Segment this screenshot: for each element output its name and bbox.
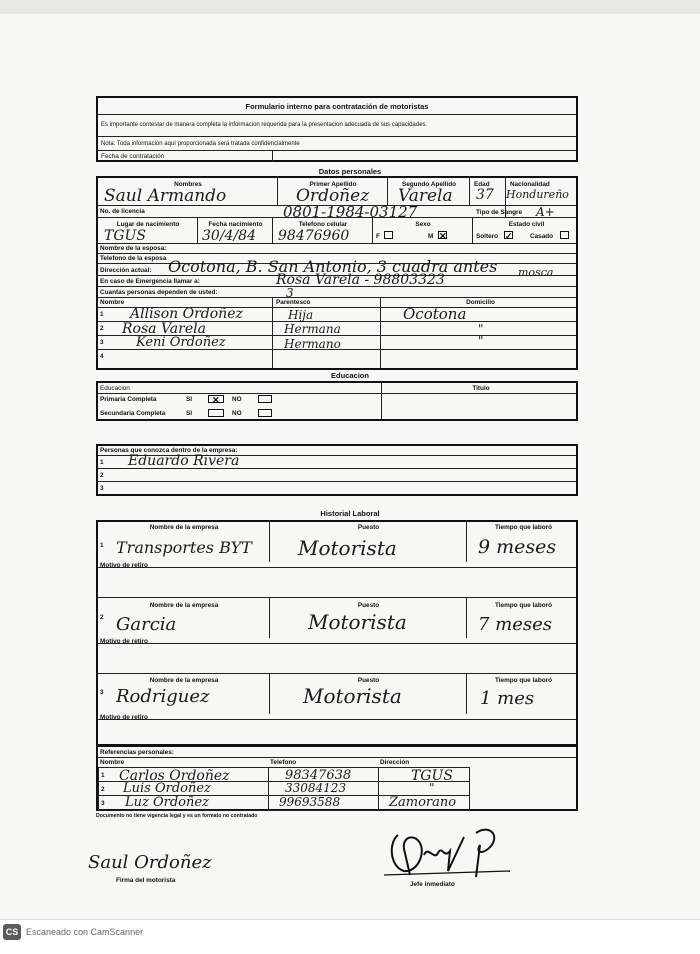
job-company: Transportes BYT: [116, 538, 252, 557]
label-secundaria-no: NO: [232, 410, 242, 417]
reference-phone: 98347638: [285, 768, 352, 783]
label-acquaintances: Personas que conozca dentro de la empresa:: [100, 447, 238, 454]
dependent-address: ": [478, 334, 484, 348]
dependent-row: [98, 336, 576, 350]
label-dep-nombre: Nombre: [100, 299, 125, 306]
label-edad: Edad: [474, 181, 490, 188]
label-tiempo: Tiempo que laboró: [494, 677, 553, 684]
value-emergencia-extra: mosca: [518, 266, 554, 279]
dependent-relation: Hermano: [284, 337, 341, 351]
label-tel-esposa: Telefono de la esposa: [100, 255, 167, 262]
job-entry: [98, 674, 576, 720]
primaria-si-checkbox[interactable]: [208, 395, 224, 403]
job-duration: 7 meses: [478, 614, 553, 635]
label-motivo: Motivo de retiro: [100, 562, 148, 569]
value-tipo-sangre: A+: [536, 205, 555, 219]
row-number: 3: [100, 339, 104, 346]
reference-name: Luis Ordoñez: [123, 781, 211, 796]
personal-data-table: [96, 176, 578, 370]
value-nombres: Saul Armando: [104, 186, 227, 206]
sexo-m-checkbox[interactable]: [438, 231, 447, 239]
section-personal-title: Datos personales: [318, 167, 382, 176]
job-duration: 9 meses: [478, 536, 557, 558]
job-entry: [98, 598, 576, 644]
scanner-footer: [0, 919, 700, 954]
job-company: Garcia: [116, 614, 177, 635]
dependent-address: ": [478, 322, 484, 336]
job-duration: 1 mes: [480, 688, 535, 709]
row-number: 1: [100, 311, 104, 318]
reference-address: TGUS: [411, 768, 453, 784]
reference-address: ": [429, 781, 435, 795]
label-ref-direccion: Dirección: [380, 759, 410, 766]
label-references: Referencias personales:: [100, 749, 174, 756]
check-mark: ✕: [212, 395, 220, 405]
section-education-title: Educacion: [331, 371, 369, 380]
job-position: Motorista: [308, 610, 407, 634]
label-tipo-sangre: Tipo de Sangre: [476, 209, 523, 216]
label-soltero: Soltero: [476, 233, 499, 240]
label-licencia: No. de licencia: [100, 208, 145, 215]
label-motivo: Motivo de retiro: [100, 714, 148, 721]
label-ref-nombre: Nombre: [100, 759, 125, 766]
soltero-checkbox[interactable]: [504, 231, 513, 239]
form-intro: Es importante contestar de manera completa la informacion requerida para la presentacion adecuada de sus capacidades.: [101, 122, 428, 128]
value-dependientes: 3: [286, 286, 294, 300]
form-note: Nota: Toda información aquí proporcionada será tratada confidencialmente: [101, 141, 300, 147]
label-esposa: Nombre de la esposa:: [100, 245, 167, 252]
label-telefono-celular: Telefono celular: [298, 221, 348, 228]
row-number: 1: [101, 772, 105, 779]
job-company: Rodriguez: [116, 686, 210, 707]
reference-name: Luz Ordoñez: [125, 795, 209, 810]
label-primaria-no: NO: [232, 396, 242, 403]
sexo-f-checkbox[interactable]: [384, 231, 393, 239]
row-number: 2: [100, 472, 104, 479]
row-number: 3: [101, 800, 105, 807]
work-history-table: [96, 520, 578, 746]
label-primaria: Primaria Completa: [100, 396, 157, 403]
acquaintances-table: [96, 444, 578, 496]
value-lugar-nacimiento: TGUS: [104, 228, 146, 244]
primaria-no-checkbox[interactable]: [258, 395, 272, 403]
value-direccion: Ocotona, B. San Antonio, 3 cuadra antes: [168, 257, 498, 276]
form-header-table: [96, 96, 578, 162]
label-fecha-nacimiento: Fecha nacimiento: [208, 221, 263, 228]
label-tiempo: Tiempo que laboró: [494, 602, 553, 609]
dependent-name: Allison Ordoñez: [130, 306, 243, 322]
section-work-title: Historial Laboral: [320, 509, 380, 518]
acquaintance-name: Eduardo Rivera: [128, 453, 240, 469]
education-table: [96, 381, 578, 421]
label-puesto: Puesto: [357, 602, 380, 609]
label-f: F: [376, 233, 380, 240]
label-nacionalidad: Nacionalidad: [510, 181, 550, 188]
label-empresa: Nombre de la empresa: [149, 677, 219, 684]
label-secundaria: Secundaria Completa: [100, 410, 166, 417]
camscanner-logo: CS: [3, 924, 21, 940]
secundaria-no-checkbox[interactable]: [258, 409, 272, 417]
row-number: 2: [101, 786, 105, 793]
check-mark: ✓: [505, 231, 513, 241]
boss-signature-label: Jefe inmediato: [410, 881, 455, 888]
label-direccion: Dirección actual:: [100, 267, 152, 274]
label-dep-parentesco: Parentesco: [276, 299, 311, 306]
label-motivo: Motivo de retiro: [100, 638, 148, 645]
row-number: 3: [100, 689, 104, 696]
dependent-address: Ocotona: [403, 305, 467, 323]
hire-date-label: Fecha de contratación: [101, 153, 165, 160]
label-primer-apellido: Primer Apellido: [309, 181, 357, 188]
label-dep-domicilio: Domicilio: [466, 299, 495, 306]
legal-disclaimer: Documento no tiene vigencia legal y es un formato no contratado: [96, 813, 258, 819]
driver-signature-label: Firma del motorista: [116, 877, 176, 884]
label-empresa: Nombre de la empresa: [149, 602, 219, 609]
dependent-row: [98, 305, 576, 323]
value-fecha-nacimiento: 30/4/84: [202, 228, 256, 244]
dependent-name: Keni Ordoñez: [136, 335, 226, 350]
label-ref-telefono: Telefono: [270, 759, 297, 766]
reference-phone: 99693588: [279, 795, 341, 809]
value-segundo-apellido: Varela: [398, 186, 453, 206]
value-licencia: 0801-1984-03127: [283, 203, 418, 221]
casado-checkbox[interactable]: [560, 231, 569, 239]
job-position: Motorista: [298, 536, 397, 560]
label-m: M: [428, 233, 434, 240]
job-position: Motorista: [303, 684, 402, 708]
boss-signature: [380, 815, 520, 885]
label-empresa: Nombre de la empresa: [149, 524, 219, 531]
label-educacion: Educacion: [100, 385, 130, 392]
label-titulo: Titulo: [472, 385, 490, 392]
form-title: Formulario interno para contratación de motoristas: [245, 102, 429, 111]
label-emergencia: En caso de Emergencia llamar a:: [100, 278, 200, 285]
secundaria-si-checkbox[interactable]: [208, 409, 224, 417]
references-table: [96, 745, 578, 811]
label-casado: Casado: [530, 233, 554, 240]
row-number: 1: [100, 459, 104, 466]
dependent-name: Rosa Varela: [122, 321, 206, 337]
row-number: 4: [100, 353, 104, 360]
label-segundo-apellido: Segundo Apellido: [401, 181, 457, 188]
reference-name: Carlos Ordoñez: [119, 768, 230, 784]
job-entry: [98, 522, 576, 568]
label-dependientes: Cuantas personas dependen de usted:: [100, 289, 218, 296]
label-nombres: Nombres: [174, 181, 202, 188]
label-puesto: Puesto: [357, 677, 380, 684]
label-estado-civil: Estado civil: [508, 221, 545, 228]
row-number: 2: [100, 325, 104, 332]
value-emergencia: Rosa Varela - 98803323: [276, 272, 445, 288]
row-number: 1: [100, 542, 104, 549]
dependent-relation: Hija: [288, 308, 314, 322]
label-puesto: Puesto: [357, 524, 380, 531]
reference-address: Zamorano: [389, 795, 457, 810]
label-secundaria-si: SI: [186, 410, 193, 417]
value-edad: 37: [476, 187, 494, 203]
label-sexo: Sexo: [415, 221, 431, 228]
label-primaria-si: SI: [186, 396, 193, 403]
value-telefono-celular: 98476960: [278, 228, 350, 244]
dependent-row: [98, 350, 576, 368]
value-nacionalidad: Hondureño: [506, 188, 569, 201]
reference-phone: 33084123: [285, 781, 347, 795]
scan-edge: [0, 0, 700, 14]
check-mark: ✕: [439, 231, 447, 241]
dependent-relation: Hermana: [284, 322, 341, 336]
value-primer-apellido: Ordoñez: [296, 186, 370, 206]
row-number: 2: [100, 614, 104, 621]
driver-signature: Saul Ordoñez: [88, 852, 212, 873]
row-number: 3: [100, 485, 104, 492]
dependent-row: [98, 322, 576, 336]
label-lugar-nacimiento: Lugar de nacimiento: [116, 221, 180, 228]
camscanner-text: Escaneado con CamScanner: [26, 927, 144, 937]
label-tiempo: Tiempo que laboró: [494, 524, 553, 531]
